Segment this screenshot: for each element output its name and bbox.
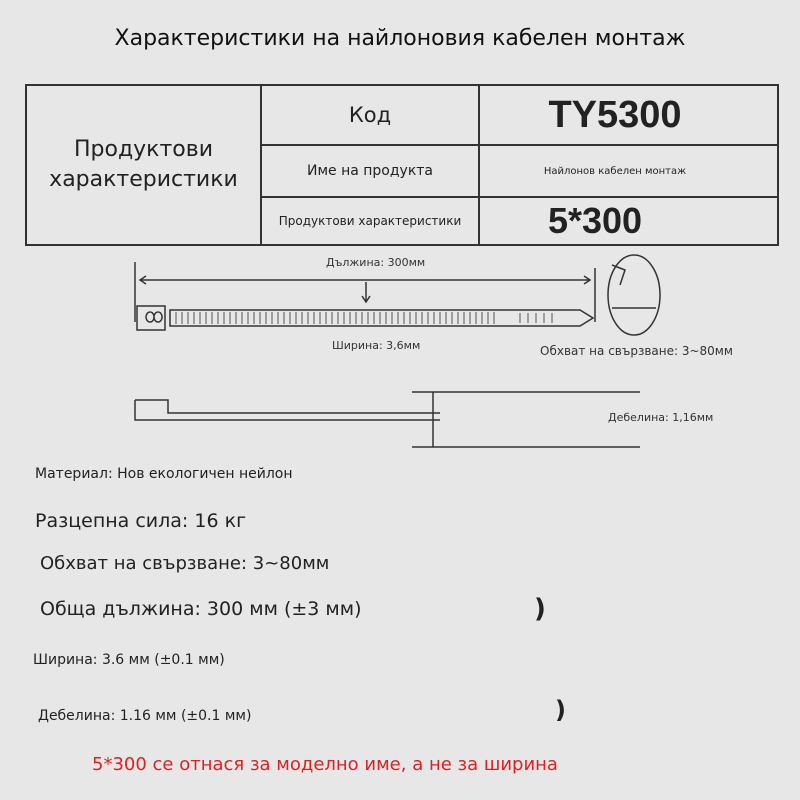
code-label: Код — [348, 103, 392, 127]
width-spec: Ширина: 3.6 мм (±0.1 мм) — [33, 652, 225, 668]
spec-table — [25, 84, 779, 246]
thickness-label: Дебелина: 1,16мм — [608, 411, 714, 424]
thickness-spec: Дебелина: 1.16 мм (±0.1 мм) — [38, 708, 252, 724]
length-label: Дължина: 300мм — [326, 256, 426, 269]
paren-mark-2: ) — [555, 696, 566, 724]
code-value: TY5300 — [548, 93, 682, 136]
paren-mark: ) — [534, 594, 546, 624]
width-label: Ширина: 3,6мм — [332, 339, 421, 352]
model-note: 5*300 се отнася за моделно име, а не за ширина — [92, 754, 558, 775]
tensile-spec: Разцепна сила: 16 кг — [35, 510, 247, 532]
product-name-label: Име на продукта — [306, 163, 434, 179]
material-spec: Материал: Нов екологичен нейлон — [35, 466, 293, 482]
spec-value: 5*300 — [547, 200, 643, 241]
spec-label: Продуктови характеристики — [278, 214, 462, 228]
length-spec: Обща дължина: 300 мм (±3 мм) — [40, 598, 362, 620]
section-label: Продуктови характеристики — [49, 137, 238, 192]
page-title: Характеристики на найлоновия кабелен монтаж — [114, 26, 686, 51]
bundle-label: Обхват на свързване: 3~80мм — [540, 344, 733, 358]
product-name-value: Найлонов кабелен монтаж — [543, 165, 687, 177]
bundle-spec: Обхват на свързване: 3~80мм — [40, 553, 330, 574]
